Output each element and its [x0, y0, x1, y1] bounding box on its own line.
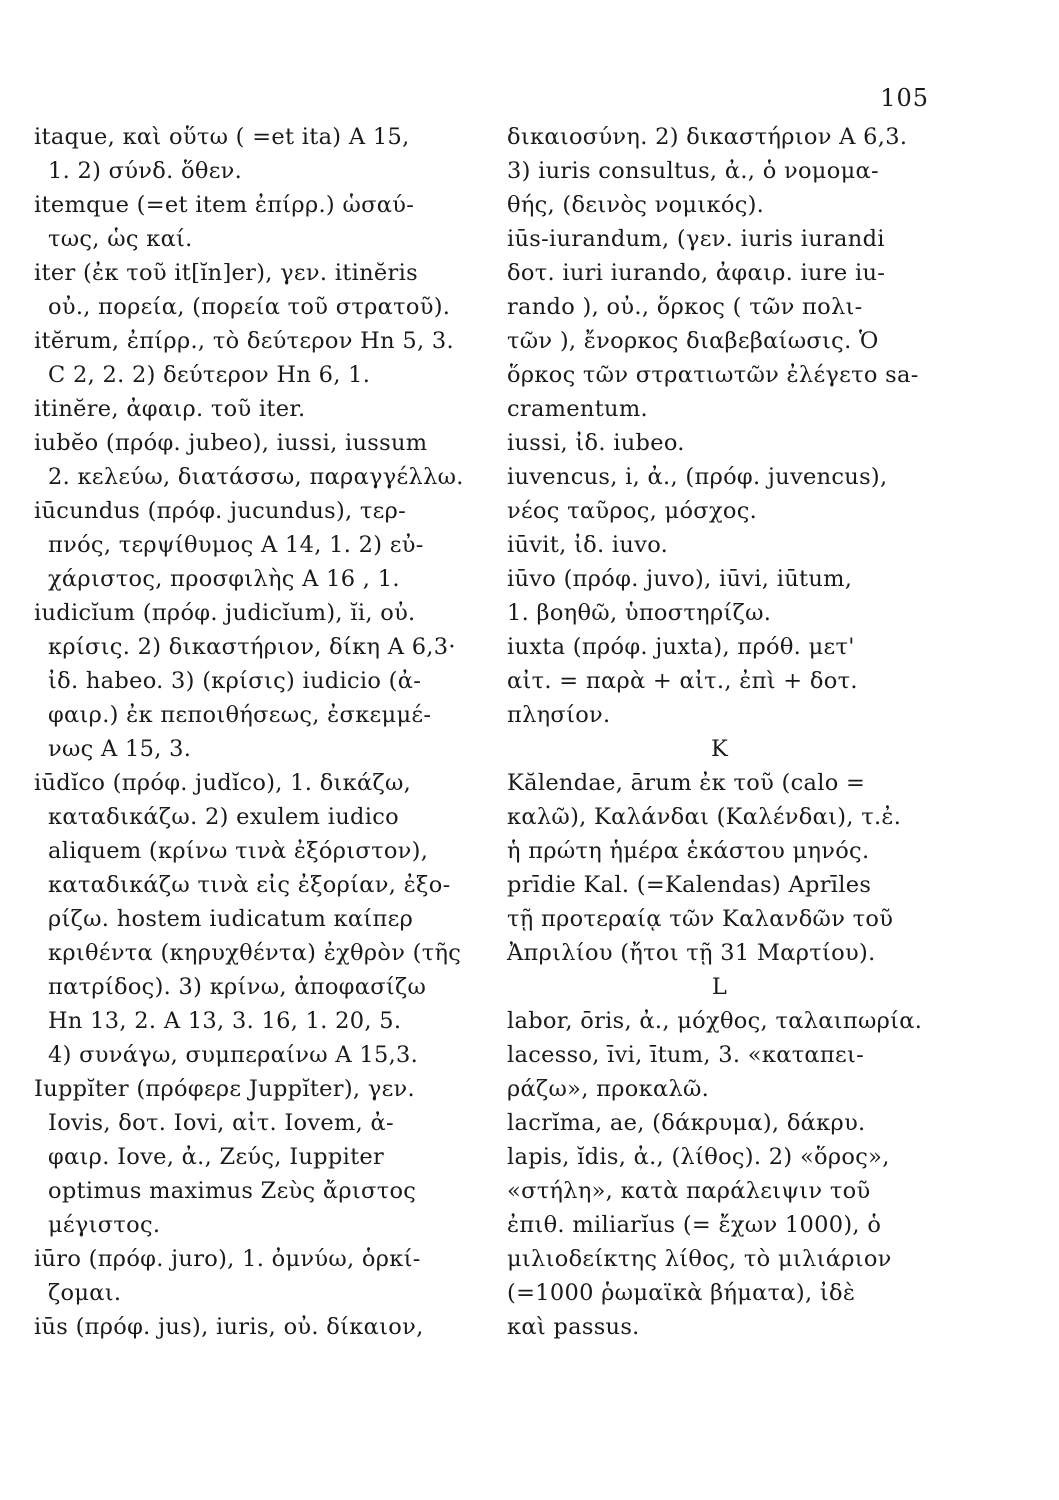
dictionary-line: 3) iuris consultus, ἀ., ὁ νομομα-: [507, 158, 879, 184]
left-column: [34, 120, 464, 1344]
dictionary-line: μέγιστος.: [48, 1212, 161, 1238]
dictionary-line: itaque, καὶ οὕτω ( =et ita) A 15,: [34, 124, 410, 150]
dictionary-line: ἐπιθ. miliarĭus (= ἔχων 1000), ὁ: [507, 1212, 882, 1238]
dictionary-line: καλῶ), Καλάνδαι (Καλένδαι), τ.ἐ.: [507, 804, 902, 830]
dictionary-line: ἰδ. habeo. 3) (κρίσις) iudicio (ἀ-: [48, 668, 422, 694]
dictionary-line: δικαιοσύνη. 2) δικαστήριον A 6,3.: [507, 124, 908, 150]
dictionary-line: optimus maximus Ζεὺς ἄριστος: [48, 1178, 417, 1204]
section-letter-heading: L: [711, 974, 728, 1000]
dictionary-line: 1. βοηθῶ, ὑποστηρίζω.: [507, 600, 772, 626]
right-column: [507, 120, 932, 1344]
dictionary-line: iussi, ἰδ. iubeo.: [507, 430, 685, 456]
dictionary-line: itemque (=et item ἐπίρρ.) ὡσαύ-: [34, 192, 415, 218]
dictionary-line: αἰτ. = παρὰ + αἰτ., ἐπὶ + δοτ.: [507, 668, 858, 694]
dictionary-line: ζομαι.: [48, 1280, 122, 1306]
dictionary-line: μιλιοδείκτης λίθος, τὸ μιλιάριον: [507, 1246, 892, 1272]
dictionary-line: καταδικάζω. 2) exulem iudico: [48, 804, 399, 830]
dictionary-line: Ἀπριλίου (ἤτοι τῇ 31 Μαρτίου).: [507, 940, 876, 966]
dictionary-line: C 2, 2. 2) δεύτερον Hn 6, 1.: [48, 362, 371, 388]
dictionary-line: iubĕo (πρόφ. jubeo), iussi, iussum: [34, 430, 428, 456]
dictionary-line: lacrĭma, ae, (δάκρυμα), δάκρυ.: [507, 1110, 866, 1136]
dictionary-line: iūvo (πρόφ. juvo), iūvi, iūtum,: [507, 566, 853, 592]
dictionary-line: iūvit, ἰδ. iuvo.: [507, 532, 669, 558]
dictionary-line: iūcundus (πρόφ. jucundus), τερ-: [34, 498, 407, 524]
dictionary-line: δοτ. iuri iurando, ἀφαιρ. iure iu-: [507, 260, 886, 286]
dictionary-line: prīdie Kal. (=Kalendas) Aprīles: [507, 872, 872, 898]
dictionary-line: iūs-iurandum, (γεν. iuris iurandi: [507, 226, 885, 252]
dictionary-line: Iuppĭter (πρόφερε Juppĭter), γεν.: [34, 1076, 415, 1102]
dictionary-line: ἡ πρώτη ἡμέρα ἑκάστου μηνός.: [507, 838, 870, 864]
dictionary-line: aliquem (κρίνω τινὰ ἐξόριστον),: [48, 838, 429, 864]
dictionary-line: 4) συνάγω, συμπεραίνω A 15,3.: [48, 1042, 419, 1068]
dictionary-line: φαιρ. Iove, ἀ., Ζεύς, Iuppiter: [48, 1144, 385, 1170]
dictionary-line: ράζω», προκαλῶ.: [507, 1076, 710, 1102]
dictionary-line: πλησίον.: [507, 702, 611, 728]
dictionary-line: πνός, τερψίθυμος A 14, 1. 2) εὐ-: [48, 532, 424, 558]
dictionary-line: τως, ὡς καί.: [48, 226, 193, 252]
dictionary-line: Iovis, δοτ. Iovi, αἰτ. Iovem, ἀ-: [48, 1110, 394, 1136]
page-number: 105: [880, 84, 929, 112]
dictionary-line: καὶ passus.: [507, 1314, 640, 1340]
dictionary-line: itĕrum, ἐπίρρ., τὸ δεύτερον Hn 5, 3.: [34, 328, 454, 354]
dictionary-line: 2. κελεύω, διατάσσω, παραγγέλλω.: [48, 464, 464, 490]
dictionary-line: rando ), οὐ., ὅρκος ( τῶν πολι-: [507, 294, 863, 320]
dictionary-line: iūro (πρόφ. juro), 1. ὀμνύω, ὁρκί-: [34, 1246, 421, 1272]
dictionary-line: οὐ., πορεία, (πορεία τοῦ στρατοῦ).: [48, 294, 451, 320]
dictionary-line: «στήλη», κατὰ παράλειψιν τοῦ: [507, 1178, 871, 1204]
dictionary-line: φαιρ.) ἐκ πεποιθήσεως, ἐσκεμμέ-: [48, 702, 432, 728]
dictionary-line: iūdĭco (πρόφ. judĭco), 1. δικάζω,: [34, 770, 412, 796]
dictionary-line: τῶν ), ἔνορκος διαβεβαίωσις. Ὁ: [507, 328, 879, 354]
dictionary-line: cramentum.: [507, 396, 648, 422]
dictionary-line: iuxta (πρόφ. juxta), πρόθ. μετ': [507, 634, 855, 660]
dictionary-line: (=1000 ῥωμαϊκὰ βήματα), ἰδὲ: [507, 1280, 856, 1306]
dictionary-line: iūs (πρόφ. jus), iuris, οὐ. δίκαιον,: [34, 1314, 424, 1340]
dictionary-line: νέος ταῦρος, μόσχος.: [507, 498, 758, 524]
dictionary-line: χάριστος, προσφιλὴς A 16 , 1.: [48, 566, 400, 592]
dictionary-line: τῇ προτεραίᾳ τῶν Καλανδῶν τοῦ: [507, 906, 894, 932]
dictionary-line: πατρίδος). 3) κρίνω, ἀποφασίζω: [48, 974, 427, 1000]
dictionary-line: ὅρκος τῶν στρατιωτῶν ἐλέγετο sa-: [507, 362, 919, 388]
dictionary-line: lacesso, īvi, ītum, 3. «καταπει-: [507, 1042, 864, 1068]
dictionary-line: θής, (δεινὸς νομικός).: [507, 192, 765, 218]
dictionary-line: Kălendae, ārum ἐκ τοῦ (calo =: [507, 770, 866, 796]
dictionary-line: itinĕre, ἀφαιρ. τοῦ iter.: [34, 396, 306, 422]
dictionary-line: labor, ōris, ἀ., μόχθος, ταλαιπωρία.: [507, 1008, 923, 1034]
section-letter-heading: K: [710, 736, 729, 762]
dictionary-line: κριθέντα (κηρυχθέντα) ἐχθρὸν (τῆς: [48, 940, 462, 966]
dictionary-line: κρίσις. 2) δικαστήριον, δίκη A 6,3·: [48, 634, 456, 660]
dictionary-line: 1. 2) σύνδ. ὅθεν.: [48, 158, 243, 184]
dictionary-line: νως A 15, 3.: [48, 736, 192, 762]
dictionary-line: Hn 13, 2. A 13, 3. 16, 1. 20, 5.: [48, 1008, 402, 1034]
dictionary-line: iuvencus, i, ἀ., (πρόφ. juvencus),: [507, 464, 888, 490]
dictionary-line: iter (ἐκ τοῦ it[ĭn]er), γεν. itinĕris: [34, 260, 418, 286]
dictionary-line: iudicĭum (πρόφ. judicĭum), ĭi, οὐ.: [34, 600, 416, 626]
dictionary-line: ρίζω. hostem iudicatum καίπερ: [48, 906, 414, 932]
dictionary-line: καταδικάζω τινὰ εἰς ἐξορίαν, ἐξο-: [48, 872, 451, 898]
dictionary-line: lapis, ĭdis, ἀ., (λίθος). 2) «ὅρος»,: [507, 1144, 890, 1170]
